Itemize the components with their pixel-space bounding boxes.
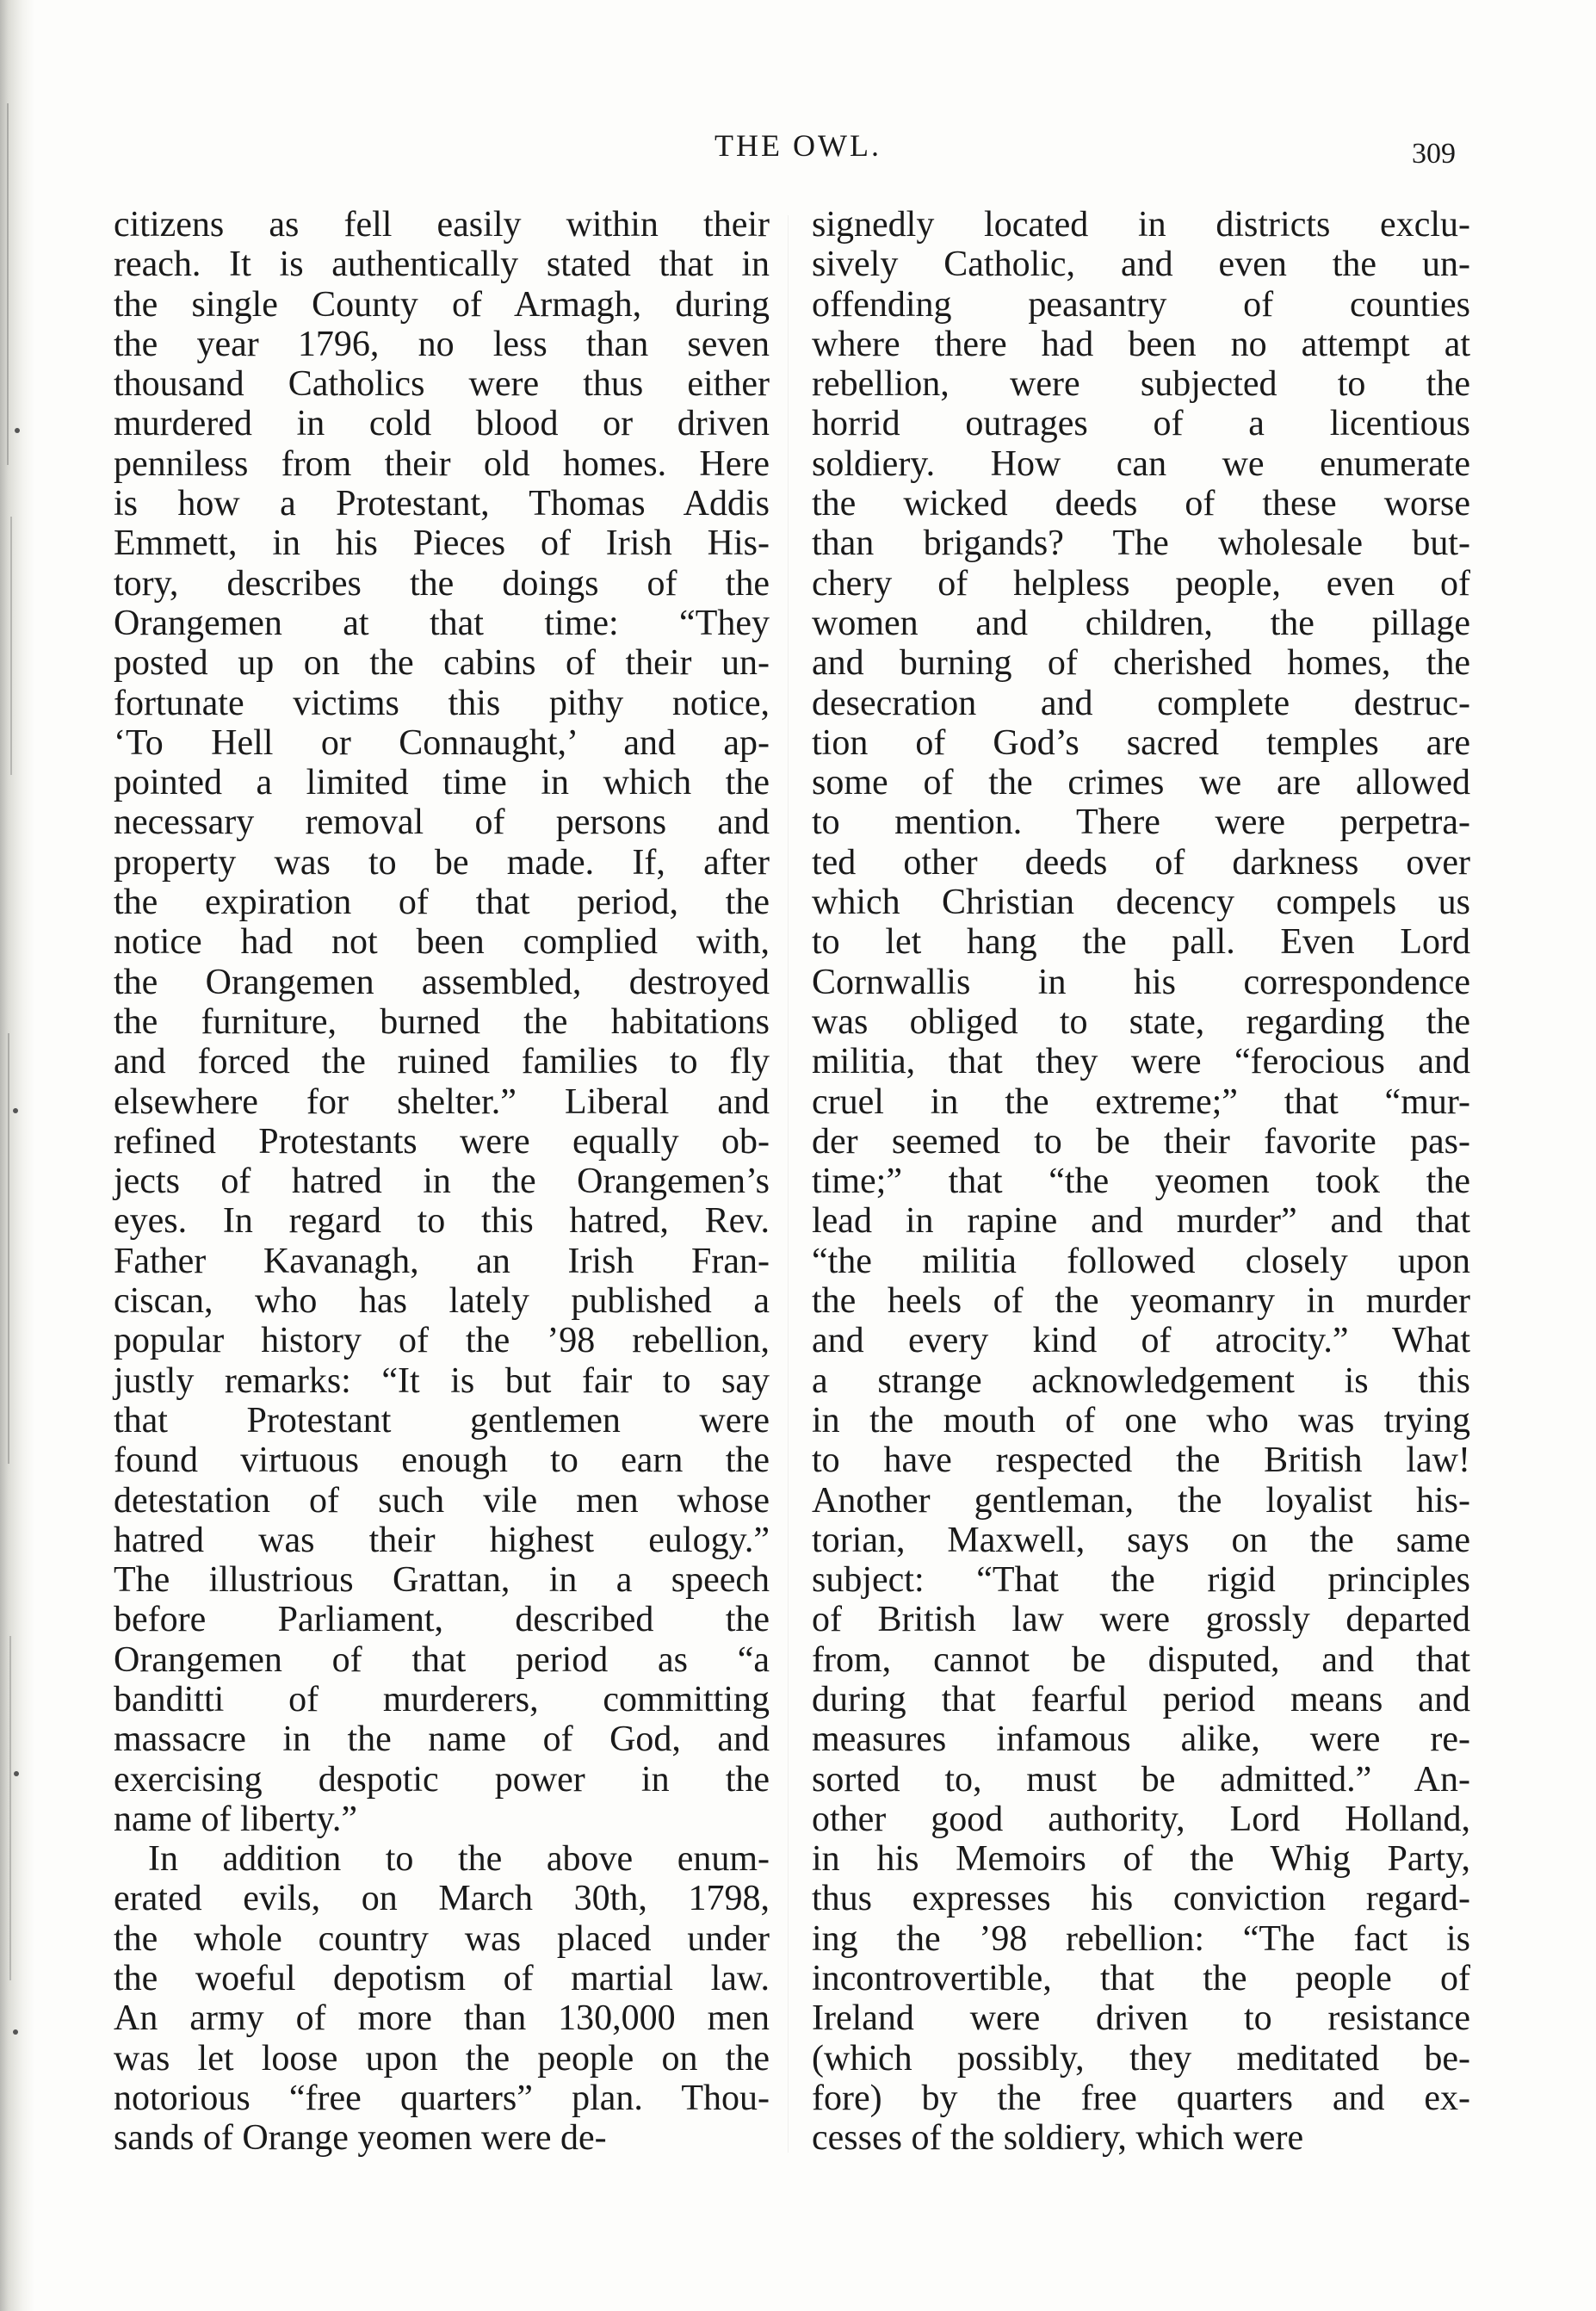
text-line: horrid outrages of a licentious bbox=[812, 404, 1470, 444]
text-line: hatred was their highest eulogy.” bbox=[114, 1520, 770, 1560]
text-line: in the mouth of one who was trying bbox=[812, 1400, 1470, 1441]
text-line: the wicked deeds of these worse bbox=[812, 484, 1470, 524]
text-line: thousand Catholics were thus either bbox=[114, 364, 770, 405]
text-line: to mention. There were perpetra- bbox=[812, 802, 1470, 843]
text-line: and burning of cherished homes, the bbox=[812, 643, 1470, 684]
text-line: murdered in cold blood or driven bbox=[114, 404, 770, 444]
text-line: posted up on the cabins of their un- bbox=[114, 643, 770, 684]
text-line: Father Kavanagh, an Irish Fran- bbox=[114, 1241, 770, 1281]
text-line: the whole country was placed under bbox=[114, 1918, 770, 1959]
text-line: time;” that “the yeomen took the bbox=[812, 1162, 1470, 1202]
text-line: women and children, the pillage bbox=[812, 603, 1470, 643]
text-line: elsewhere for shelter.” Liberal and bbox=[114, 1081, 770, 1122]
text-line: Orangemen of that period as “a bbox=[114, 1639, 770, 1680]
text-line: is how a Protestant, Thomas Addis bbox=[114, 484, 770, 524]
text-line: the woeful depotism of martial law. bbox=[114, 1959, 770, 1999]
text-line: cruel in the extreme;” that “mur- bbox=[812, 1081, 1470, 1122]
text-line: Orangemen at that time: “They bbox=[114, 603, 770, 643]
column-gutter bbox=[788, 215, 789, 2153]
text-line: and every kind of atrocity.” What bbox=[812, 1321, 1470, 1361]
text-line: tory, describes the doings of the bbox=[114, 563, 770, 604]
text-line: signedly located in districts exclu- bbox=[812, 205, 1470, 245]
text-line: ing the ’98 rebellion: “The fact is bbox=[812, 1918, 1470, 1959]
text-line: citizens as fell easily within their bbox=[114, 205, 770, 245]
text-line: (which possibly, they meditated be- bbox=[812, 2038, 1470, 2079]
text-line: a strange acknowledgement is this bbox=[812, 1360, 1470, 1401]
text-line: rebellion, were subjected to the bbox=[812, 364, 1470, 405]
text-line: notorious “free quarters” plan. Thou- bbox=[114, 2078, 770, 2118]
text-line: that Protestant gentlemen were bbox=[114, 1400, 770, 1441]
text-line: from, cannot be disputed, and that bbox=[812, 1639, 1470, 1680]
right-text-column bbox=[812, 205, 1470, 2159]
text-line: ciscan, who has lately published a bbox=[114, 1281, 770, 1322]
text-line: jects of hatred in the Orangemen’s bbox=[114, 1162, 770, 1202]
text-line: offending peasantry of counties bbox=[812, 284, 1470, 325]
running-head: THE OWL. bbox=[714, 128, 882, 163]
text-line: subject: “That the rigid principles bbox=[812, 1560, 1470, 1601]
text-line: sively Catholic, and even the un- bbox=[812, 245, 1470, 285]
text-line: Cornwallis in his correspondence bbox=[812, 962, 1470, 1002]
text-line: the heels of the yeomanry in murder bbox=[812, 1281, 1470, 1322]
text-line: The illustrious Grattan, in a speech bbox=[114, 1560, 770, 1601]
text-line: other good authority, Lord Holland, bbox=[812, 1799, 1470, 1839]
text-line: of British law were grossly departed bbox=[812, 1600, 1470, 1640]
text-line: Ireland were driven to resistance bbox=[812, 1998, 1470, 2039]
page-number: 309 bbox=[1412, 138, 1456, 170]
text-line: desecration and complete destruc- bbox=[812, 683, 1470, 723]
text-line: name of liberty.” bbox=[114, 1799, 357, 1839]
text-line: reach. It is authentically stated that in bbox=[114, 245, 770, 285]
text-line: was let loose upon the people on the bbox=[114, 2038, 770, 2079]
text-line: to let hang the pall. Even Lord bbox=[812, 922, 1470, 963]
text-line: In addition to the above enum- bbox=[148, 1839, 770, 1880]
text-line: pointed a limited time in which the bbox=[114, 763, 770, 803]
text-line: cesses of the soldiery, which were bbox=[812, 2118, 1304, 2159]
text-line: the Orangemen assembled, destroyed bbox=[114, 962, 770, 1002]
text-line: the expiration of that period, the bbox=[114, 883, 770, 923]
text-line: fore) by the free quarters and ex- bbox=[812, 2078, 1470, 2118]
text-line: justly remarks: “It is but fair to say bbox=[114, 1360, 770, 1401]
text-line: the single County of Armagh, during bbox=[114, 284, 770, 325]
text-line: militia, that they were “ferocious and bbox=[812, 1042, 1470, 1082]
text-line: to have respected the British law! bbox=[812, 1441, 1470, 1481]
text-line: refined Protestants were equally ob- bbox=[114, 1121, 770, 1162]
left-text-column bbox=[114, 205, 770, 2159]
text-line: in his Memoirs of the Whig Party, bbox=[812, 1839, 1470, 1880]
text-line: which Christian decency compels us bbox=[812, 883, 1470, 923]
text-line: where there had been no attempt at bbox=[812, 324, 1470, 364]
text-line: incontrovertible, that the people of bbox=[812, 1959, 1470, 1999]
text-line: was obliged to state, regarding the bbox=[812, 1001, 1470, 1042]
text-line: exercising despotic power in the bbox=[114, 1759, 770, 1800]
text-line: notice had not been complied with, bbox=[114, 922, 770, 963]
text-line: Another gentleman, the loyalist his- bbox=[812, 1480, 1470, 1521]
text-line: property was to be made. If, after bbox=[114, 842, 770, 883]
text-line: sands of Orange yeomen were de- bbox=[114, 2118, 607, 2159]
text-line: the year 1796, no less than seven bbox=[114, 324, 770, 364]
text-line: ted other deeds of darkness over bbox=[812, 842, 1470, 883]
text-line: necessary removal of persons and bbox=[114, 802, 770, 843]
text-line: before Parliament, described the bbox=[114, 1600, 770, 1640]
text-line: lead in rapine and murder” and that bbox=[812, 1201, 1470, 1242]
text-line: popular history of the ’98 rebellion, bbox=[114, 1321, 770, 1361]
text-line: ‘To Hell or Connaught,’ and ap- bbox=[114, 722, 770, 763]
text-line: tion of God’s sacred temples are bbox=[812, 722, 1470, 763]
text-line: than brigands? The wholesale but- bbox=[812, 524, 1470, 564]
text-line: eyes. In regard to this hatred, Rev. bbox=[114, 1201, 770, 1242]
text-line: and forced the ruined families to fly bbox=[114, 1042, 770, 1082]
text-line: “the militia followed closely upon bbox=[812, 1241, 1470, 1281]
text-line: banditti of murderers, committing bbox=[114, 1679, 770, 1719]
text-line: sorted to, must be admitted.” An- bbox=[812, 1759, 1470, 1800]
text-line: torian, Maxwell, says on the same bbox=[812, 1520, 1470, 1560]
text-line: thus expresses his conviction regard- bbox=[812, 1879, 1470, 1919]
text-line: massacre in the name of God, and bbox=[114, 1719, 770, 1760]
text-line: the furniture, burned the habitations bbox=[114, 1001, 770, 1042]
text-line: during that fearful period means and bbox=[812, 1679, 1470, 1719]
text-line: detestation of such vile men whose bbox=[114, 1480, 770, 1521]
text-line: found virtuous enough to earn the bbox=[114, 1441, 770, 1481]
text-line: An army of more than 130,000 men bbox=[114, 1998, 770, 2039]
text-line: fortunate victims this pithy notice, bbox=[114, 683, 770, 723]
binding-speckle-marks bbox=[5, 0, 22, 2311]
text-line: chery of helpless people, even of bbox=[812, 563, 1470, 604]
text-line: der seemed to be their favorite pas- bbox=[812, 1121, 1470, 1162]
text-line: measures infamous alike, were re- bbox=[812, 1719, 1470, 1760]
text-line: penniless from their old homes. Here bbox=[114, 443, 770, 484]
text-line: erated evils, on March 30th, 1798, bbox=[114, 1879, 770, 1919]
text-line: Emmett, in his Pieces of Irish His- bbox=[114, 524, 770, 564]
text-line: some of the crimes we are allowed bbox=[812, 763, 1470, 803]
text-line: soldiery. How can we enumerate bbox=[812, 443, 1470, 484]
